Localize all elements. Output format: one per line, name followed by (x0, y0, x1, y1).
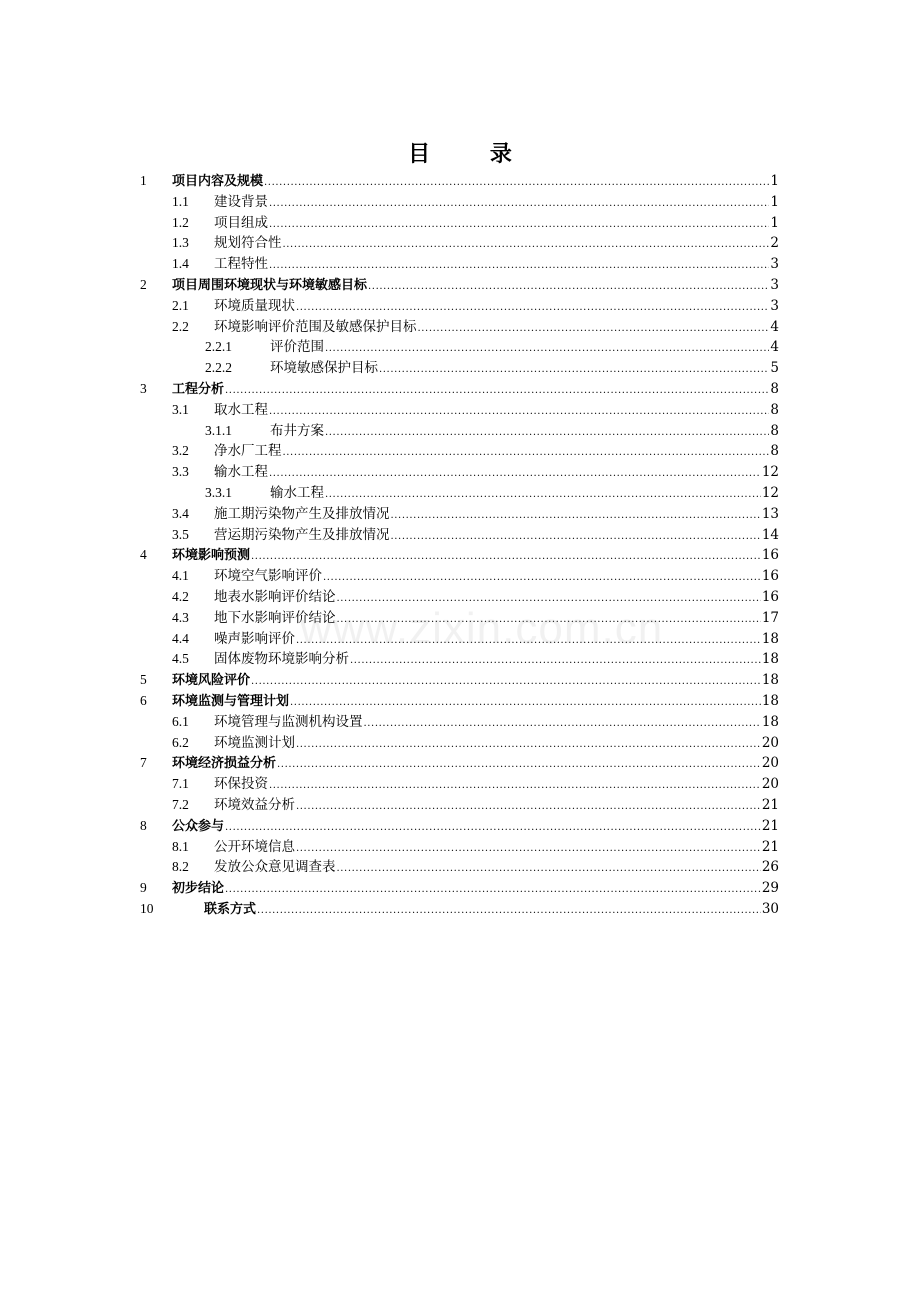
toc-dot-leader (257, 901, 761, 922)
toc-entry-number: 6.1 (172, 713, 189, 729)
toc-dot-leader (225, 381, 769, 402)
toc-entry-title: 项目组成 (214, 213, 268, 234)
toc-entry[interactable] (0, 608, 920, 629)
toc-entry[interactable] (0, 233, 920, 254)
toc-entry[interactable] (0, 441, 920, 462)
toc-entry-page-number: 3 (770, 297, 779, 314)
toc-entry[interactable] (0, 462, 920, 483)
toc-entry[interactable] (0, 712, 920, 733)
toc-entry-line (270, 337, 779, 360)
toc-dot-leader (379, 360, 769, 381)
toc-entry-page-number: 4 (770, 318, 779, 335)
toc-entry-page-number: 26 (761, 859, 779, 876)
toc-entry[interactable] (0, 691, 920, 712)
toc-entry-line (270, 421, 779, 444)
toc-entry[interactable] (0, 317, 920, 338)
toc-entry-page-number: 8 (770, 380, 779, 397)
toc-entry-title: 取水工程 (214, 400, 268, 421)
toc-dot-leader (325, 423, 769, 444)
toc-entry[interactable] (0, 525, 920, 546)
toc-entry-page-number: 16 (761, 588, 779, 605)
toc-entry-line (172, 379, 779, 402)
toc-entry-page-number: 20 (761, 776, 779, 793)
toc-entry-line (214, 400, 779, 423)
toc-dot-leader (296, 797, 761, 818)
toc-entry-line (214, 317, 779, 340)
toc-entry[interactable] (0, 504, 920, 525)
toc-dot-leader (269, 402, 769, 423)
toc-entry[interactable] (0, 337, 920, 358)
toc-entry-number: 3.3.1 (205, 484, 232, 500)
toc-entry-number: 7.1 (172, 776, 189, 792)
toc-entry-page-number: 1 (770, 214, 779, 231)
toc-entry-line (204, 899, 779, 922)
toc-entry-number: 6 (140, 692, 147, 708)
toc-dot-leader (225, 818, 761, 839)
toc-entry-number: 8.1 (172, 838, 189, 854)
toc-entry-number: 1.2 (172, 214, 189, 230)
toc-entry-number: 4.3 (172, 609, 189, 625)
toc-entry-line (214, 712, 779, 735)
toc-entry[interactable] (0, 795, 920, 816)
toc-entry-title: 地表水影响评价结论 (214, 587, 336, 608)
toc-entry-title: 联系方式 (204, 900, 256, 921)
toc-dot-leader (283, 235, 770, 256)
toc-entry-line (172, 275, 779, 298)
toc-entry-title: 环境影响评价范围及敏感保护目标 (214, 317, 417, 338)
toc-entry-line (172, 691, 779, 714)
toc-entry-number: 3.2 (172, 443, 189, 459)
toc-entry-line (214, 441, 779, 464)
toc-entry-page-number: 18 (761, 692, 779, 709)
toc-entry-number: 3 (140, 380, 147, 396)
toc-entry-number: 1.4 (172, 256, 189, 272)
toc-entry-number: 3.4 (172, 505, 189, 521)
toc-entry-page-number: 30 (761, 900, 779, 917)
toc-dot-leader (337, 589, 761, 610)
toc-dot-leader (225, 880, 761, 901)
toc-entry-page-number: 12 (761, 464, 779, 481)
toc-entry-number: 1 (140, 173, 147, 188)
toc-entry-title: 规划符合性 (214, 233, 282, 254)
toc-entry-title: 环境效益分析 (214, 795, 295, 816)
toc-dot-leader (296, 735, 761, 756)
toc-dot-leader (283, 443, 770, 464)
toc-entry-page-number: 3 (770, 256, 779, 273)
toc-entry-title: 初步结论 (172, 879, 224, 900)
toc-dot-leader (269, 464, 761, 485)
toc-entry-number: 8 (140, 817, 147, 833)
toc-dot-leader (296, 839, 761, 860)
toc-entry-title: 发放公众意见调查表 (214, 857, 336, 878)
toc-entry-title: 建设背景 (214, 192, 268, 213)
toc-entry-number: 5 (140, 672, 147, 688)
toc-entry-title: 公众参与 (172, 817, 224, 838)
toc-entry-line (214, 795, 779, 818)
toc-entry-title: 工程特性 (214, 254, 268, 275)
toc-entry[interactable] (0, 171, 920, 192)
toc-entry-title: 环境空气影响评价 (214, 566, 322, 587)
toc-dot-leader (337, 859, 761, 880)
toc-entry[interactable] (0, 837, 920, 858)
toc-dot-leader (269, 194, 769, 215)
toc-entry-title: 项目周围环境现状与环境敏感目标 (172, 276, 367, 297)
toc-entry-page-number: 18 (761, 651, 779, 668)
toc-entry-title: 环境影响预测 (172, 546, 250, 567)
toc-entry-title: 布井方案 (270, 421, 324, 442)
toc-entry-title: 固体废物环境影响分析 (214, 649, 349, 670)
toc-dot-leader (269, 256, 769, 277)
toc-entry-page-number: 8 (770, 422, 779, 439)
toc-entry-page-number: 14 (761, 526, 779, 543)
toc-entry-number: 2.2 (172, 318, 189, 334)
toc-dot-leader (269, 776, 761, 797)
toc-entry-line (172, 878, 779, 901)
toc-entry[interactable] (0, 213, 920, 234)
toc-dot-leader (264, 173, 769, 194)
toc-entry[interactable] (0, 649, 920, 670)
toc-entry-page-number: 16 (761, 547, 779, 564)
toc-entry[interactable] (0, 857, 920, 878)
toc-entry-page-number: 17 (761, 609, 779, 626)
toc-entry[interactable] (0, 753, 920, 774)
toc-entry[interactable] (0, 545, 920, 566)
toc-entry-line (270, 483, 779, 506)
toc-entry[interactable] (0, 774, 920, 795)
toc-entry-title: 评价范围 (270, 337, 324, 358)
toc-dot-leader (337, 610, 761, 631)
toc-entry-number: 4.2 (172, 588, 189, 604)
toc-entry-line (214, 733, 779, 756)
toc-entry-number: 7.2 (172, 796, 189, 812)
toc-dot-leader (277, 755, 761, 776)
toc-entry-line (214, 504, 779, 527)
toc-entry-line (214, 774, 779, 797)
toc-entry-page-number: 18 (761, 630, 779, 647)
toc-entry[interactable] (0, 587, 920, 608)
toc-entry[interactable] (0, 192, 920, 213)
toc-entry-title: 项目内容及规模 (172, 172, 263, 193)
toc-entry-number: 3.1 (172, 401, 189, 417)
toc-dot-leader (296, 298, 769, 319)
toc-entry[interactable] (0, 254, 920, 275)
toc-entry-line (172, 816, 779, 839)
toc-entry-line (214, 192, 779, 215)
toc-entry-line (214, 525, 779, 548)
toc-entry-line (172, 171, 779, 194)
toc-entry[interactable] (0, 296, 920, 317)
toc-dot-leader (368, 277, 769, 298)
toc-entry-page-number: 18 (761, 672, 779, 689)
toc-entry-title: 工程分析 (172, 380, 224, 401)
toc-entry-line (214, 629, 779, 652)
toc-entry-title: 公开环境信息 (214, 837, 295, 858)
toc-dot-leader (391, 506, 761, 527)
toc-entry-page-number: 2 (770, 235, 779, 252)
toc-dot-leader (325, 485, 761, 506)
toc-entry-number: 2.1 (172, 297, 189, 313)
toc-entry-number: 4.5 (172, 651, 189, 667)
toc-entry-line (214, 857, 779, 880)
toc-dot-leader (350, 651, 761, 672)
toc-entry-page-number: 1 (770, 193, 779, 210)
toc-entry-line (172, 670, 779, 693)
toc-entry-page-number: 20 (761, 734, 779, 751)
toc-entry-line (214, 233, 779, 256)
toc-entry-page-number: 21 (761, 796, 779, 813)
toc-entry-number: 3.3 (172, 464, 189, 480)
watermark: www.zixin.com.cn (300, 604, 664, 653)
toc-entry-line (214, 213, 779, 236)
toc-entry-page-number: 12 (761, 484, 779, 501)
toc-entry-title: 输水工程 (214, 462, 268, 483)
toc-entry-page-number: 16 (761, 568, 779, 585)
toc-dot-leader (323, 568, 761, 589)
toc-entry-page-number: 8 (770, 443, 779, 460)
toc-entry-number: 7 (140, 755, 147, 771)
toc-entry-page-number: 3 (770, 276, 779, 293)
toc-entry-line (214, 566, 779, 589)
toc-entry-number: 1.1 (172, 193, 189, 209)
toc-entry-title: 营运期污染物产生及排放情况 (214, 525, 390, 546)
toc-entry-number: 2.2.2 (205, 360, 232, 376)
toc-entry-number: 3.5 (172, 526, 189, 542)
page-title: 目 录 (408, 142, 538, 167)
toc-entry[interactable] (0, 275, 920, 296)
toc-entry-title: 施工期污染物产生及排放情况 (214, 504, 390, 525)
toc-entry-title: 环境经济损益分析 (172, 754, 276, 775)
toc-entry-page-number: 18 (761, 713, 779, 730)
toc-entry-number: 9 (140, 880, 147, 896)
toc-entry-number: 2.2.1 (205, 339, 232, 355)
toc-entry[interactable] (0, 483, 920, 504)
toc-entry-number: 1.3 (172, 235, 189, 251)
toc-entry-title: 环境管理与监测机构设置 (214, 712, 363, 733)
toc-entry-page-number: 5 (770, 360, 779, 377)
toc-dot-leader (418, 319, 770, 340)
toc-entry-line (214, 608, 779, 631)
toc-entry-title: 环境敏感保护目标 (270, 358, 378, 379)
toc-entry-page-number: 29 (761, 880, 779, 897)
toc-dot-leader (269, 215, 769, 236)
toc-entry[interactable] (0, 358, 920, 379)
toc-entry-page-number: 20 (761, 755, 779, 772)
toc-entry-line (214, 254, 779, 277)
toc-entry-title: 环保投资 (214, 774, 268, 795)
toc-entry-line (214, 587, 779, 610)
toc-entry-number: 3.1.1 (205, 422, 232, 438)
toc-entry-line (270, 358, 779, 381)
toc-entry-page-number: 4 (770, 339, 779, 356)
toc-entry[interactable] (0, 566, 920, 587)
toc-entry[interactable] (0, 670, 920, 691)
toc-entry[interactable] (0, 878, 920, 899)
toc-dot-leader (296, 631, 761, 652)
toc-entry-number: 10 (140, 900, 154, 916)
toc-entry-title: 环境质量现状 (214, 296, 295, 317)
toc-entry-number: 4.1 (172, 568, 189, 584)
toc-entry-page-number: 13 (761, 505, 779, 522)
toc-entry[interactable] (0, 379, 920, 400)
toc-dot-leader (325, 339, 769, 360)
toc-entry-line (172, 545, 779, 568)
toc-entry-page-number: 1 (770, 173, 779, 189)
toc-entry-title: 环境监测计划 (214, 733, 295, 754)
toc-entry-title: 噪声影响评价 (214, 629, 295, 650)
toc-entry-number: 6.2 (172, 734, 189, 750)
toc-dot-leader (290, 693, 761, 714)
toc-dot-leader (364, 714, 761, 735)
toc-entry-number: 2 (140, 276, 147, 292)
toc-dot-leader (251, 547, 761, 568)
toc-entry-title: 净水厂工程 (214, 441, 282, 462)
toc-entry[interactable] (0, 629, 920, 650)
toc-entry-number: 8.2 (172, 859, 189, 875)
toc-entry-number: 4 (140, 547, 147, 563)
table-of-contents (0, 171, 920, 920)
toc-entry-title: 地下水影响评价结论 (214, 608, 336, 629)
toc-entry-line (214, 837, 779, 860)
toc-entry[interactable] (0, 899, 920, 920)
toc-dot-leader (251, 672, 761, 693)
toc-entry-page-number: 8 (770, 401, 779, 418)
toc-entry-number: 4.4 (172, 630, 189, 646)
toc-entry-page-number: 21 (761, 838, 779, 855)
toc-entry[interactable] (0, 816, 920, 837)
toc-entry[interactable] (0, 400, 920, 421)
toc-entry-line (214, 462, 779, 485)
toc-entry[interactable] (0, 421, 920, 442)
toc-dot-leader (391, 527, 761, 548)
toc-entry[interactable] (0, 733, 920, 754)
toc-entry-line (214, 649, 779, 672)
toc-entry-title: 环境监测与管理计划 (172, 692, 289, 713)
toc-entry-title: 输水工程 (270, 483, 324, 504)
toc-entry-line (172, 753, 779, 776)
toc-entry-title: 环境风险评价 (172, 671, 250, 692)
toc-entry-line (214, 296, 779, 319)
toc-entry-page-number: 21 (761, 817, 779, 834)
